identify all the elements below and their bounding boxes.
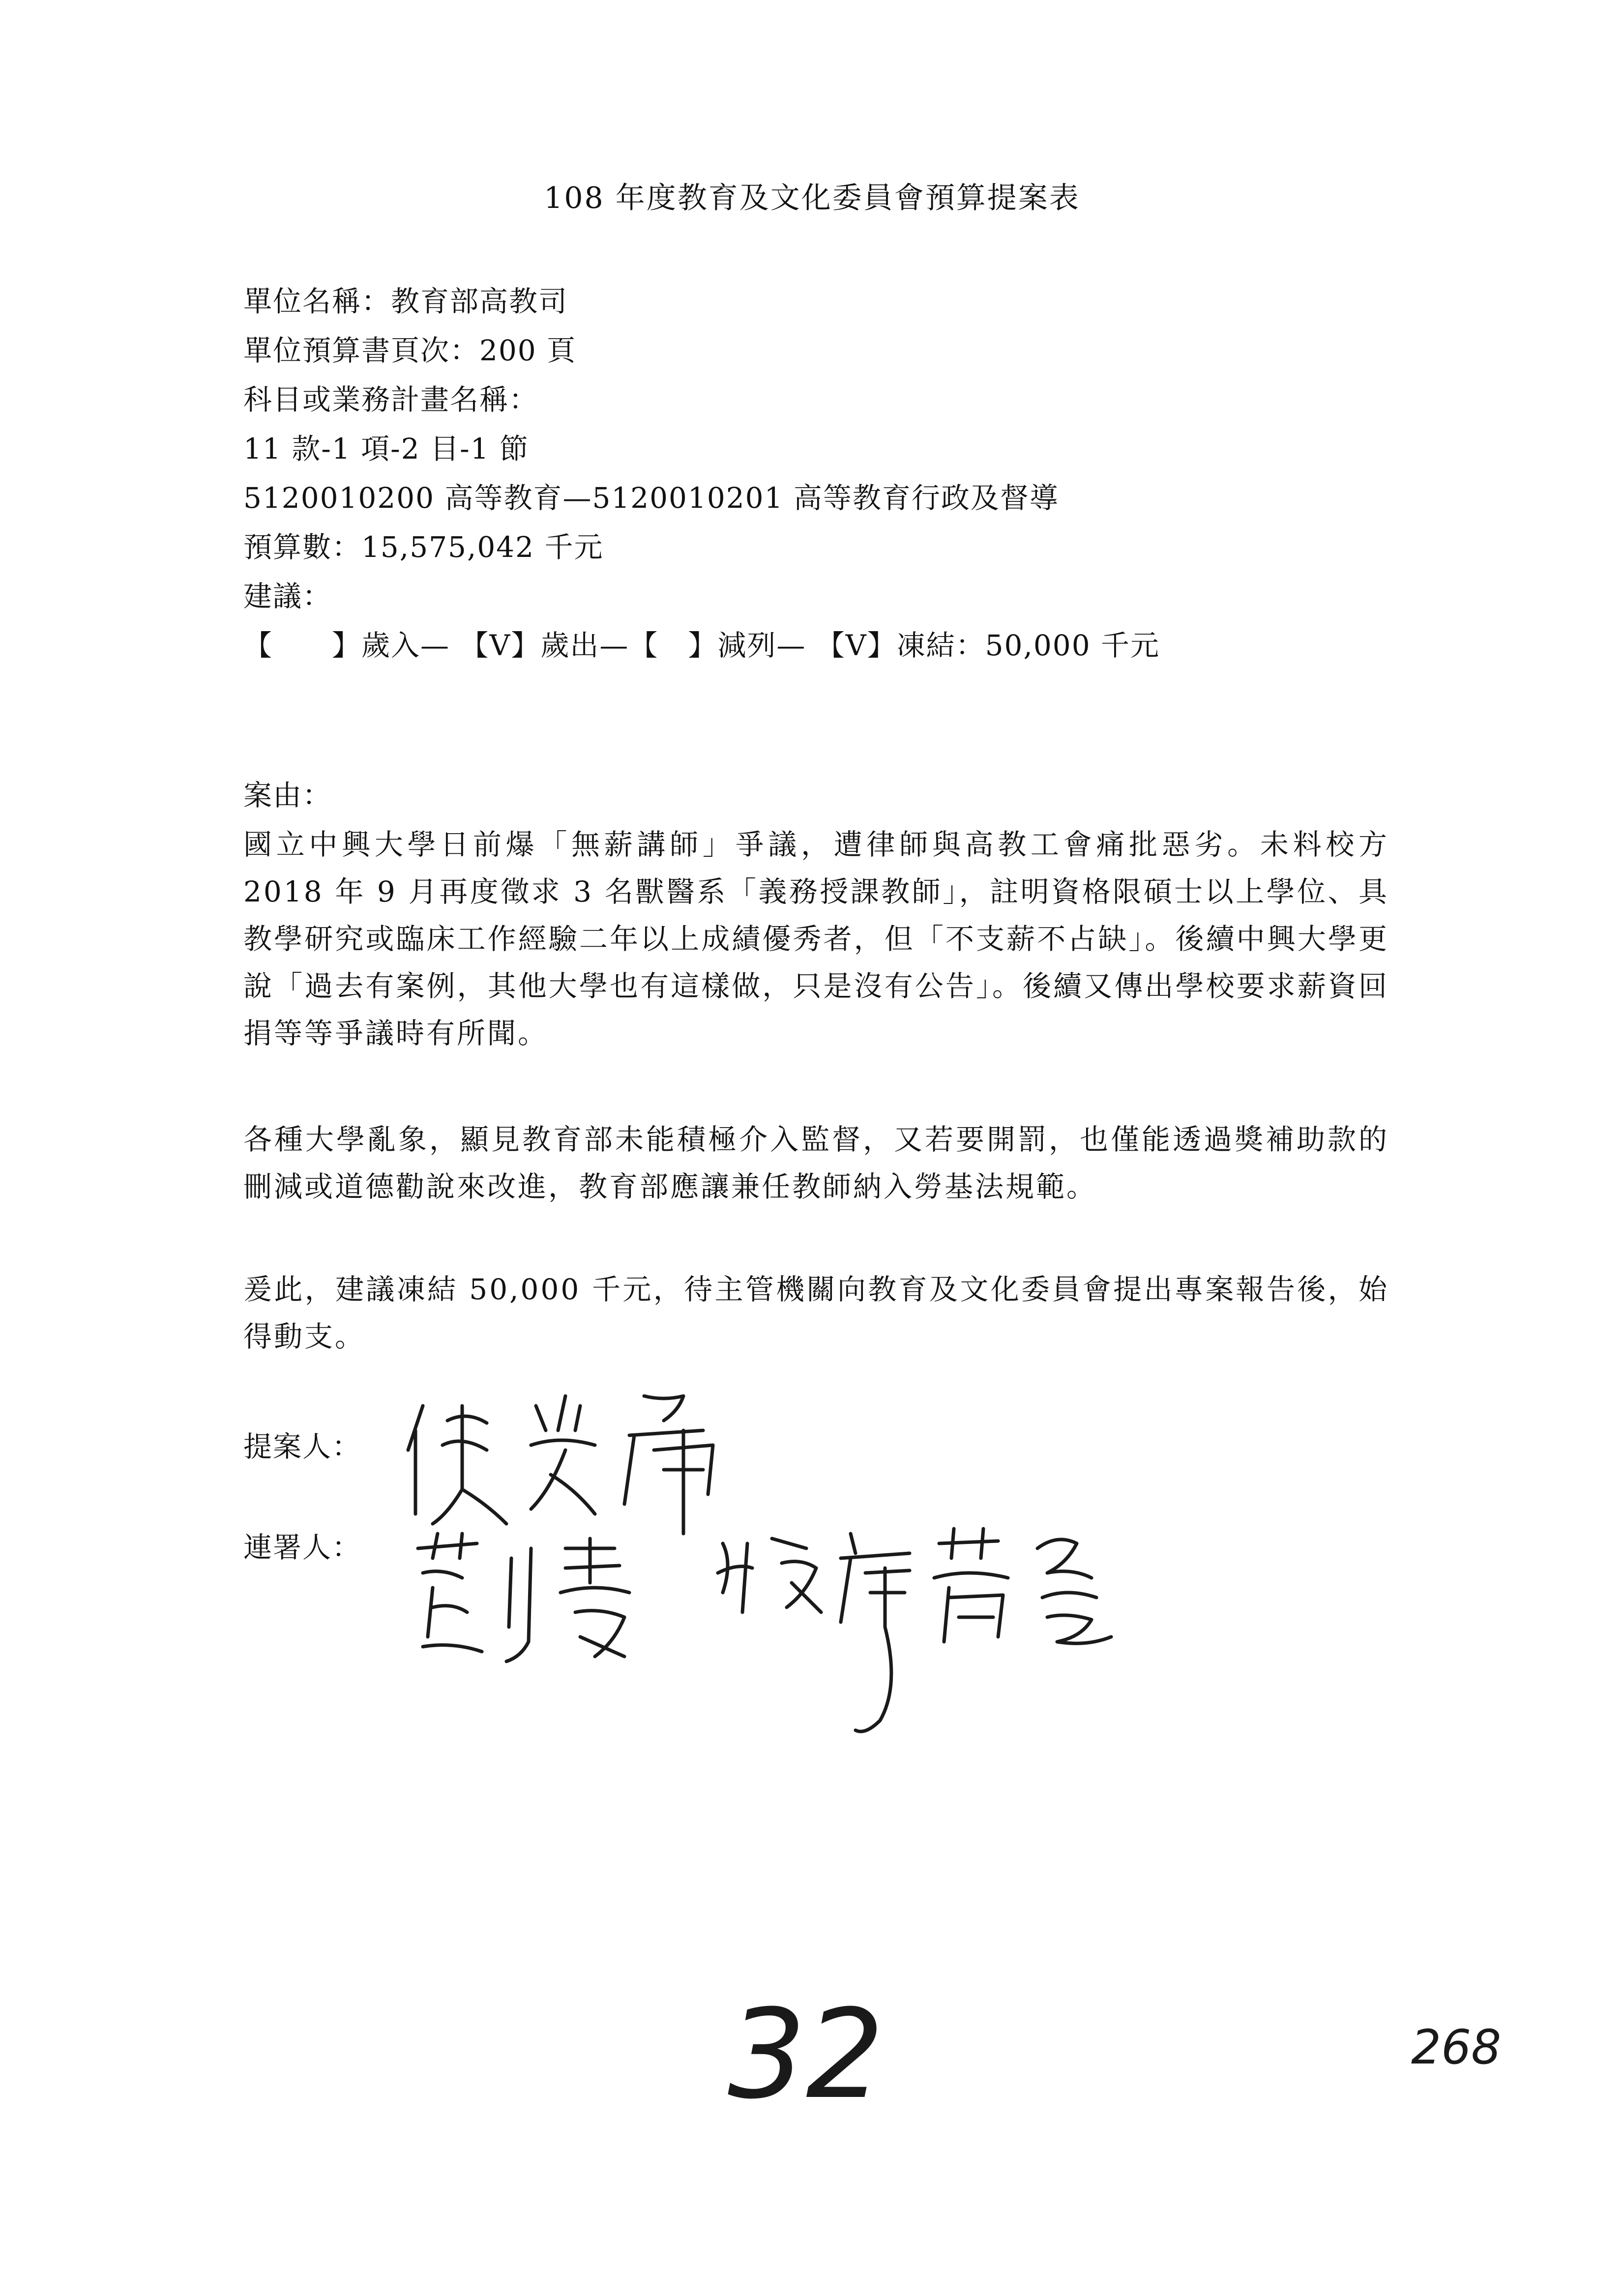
item-label: 科目或業務計畫名稱： xyxy=(243,383,539,416)
item-code: 11 款-1 項-2 目-1 節 xyxy=(243,432,530,465)
budget-page: 單位預算書頁次：200 頁 xyxy=(243,334,577,367)
cosigner-signature-1 xyxy=(403,1529,698,1676)
cosigner-label: 連署人： xyxy=(243,1531,362,1564)
item-plan: 5120010200 高等教育—5120010201 高等教育行政及督導 xyxy=(243,481,1059,515)
proposer-label: 提案人： xyxy=(243,1430,362,1463)
suggestion-label: 建議： xyxy=(243,580,332,613)
reason-paragraph-2: 各種大學亂象，顯見教育部未能積極介入監督，又若要開罰，也僅能透過獎補助款的刪減或道德勸說來改進，教育部應讓兼任教師納入勞基法規範。 xyxy=(243,1123,1389,1203)
cosigner-signature-2 xyxy=(703,1514,1195,1770)
side-number: 268 xyxy=(1411,2020,1502,2075)
suggestion-options: 【 】歲入— 【V】歲出—【 】減列— 【V】凍結：50,000 千元 xyxy=(243,629,1160,662)
budget-amount: 預算數：15,575,042 千元 xyxy=(243,530,604,564)
document-title: 108 年度教育及文化委員會預算提案表 xyxy=(544,181,1080,215)
unit-name: 單位名稱：教育部高教司 xyxy=(243,285,568,318)
page-number: 32 xyxy=(728,1983,885,2126)
reason-paragraph-3: 爰此，建議凍結 50,000 千元，待主管機關向教育及文化委員會提出專案報告後，始得動支。 xyxy=(243,1273,1389,1353)
reason-label: 案由： xyxy=(243,779,332,812)
reason-paragraph-1: 國立中興大學日前爆「無薪講師」爭議，遭律師與高教工會痛批惡劣。未料校方2018 年 9 月再度徵求 3 名獸醫系「義務授課教師」，註明資格限碩士以上學位、具教學研究或臨床工作經驗二年以上成績優秀者，但「不支薪不占缺」。後續中興大學更說「過去有案例，其他大學也有這樣做，只是沒有公告」。後續又傳出學校要求薪資回捐等等爭議時有所聞。 xyxy=(243,828,1389,1050)
